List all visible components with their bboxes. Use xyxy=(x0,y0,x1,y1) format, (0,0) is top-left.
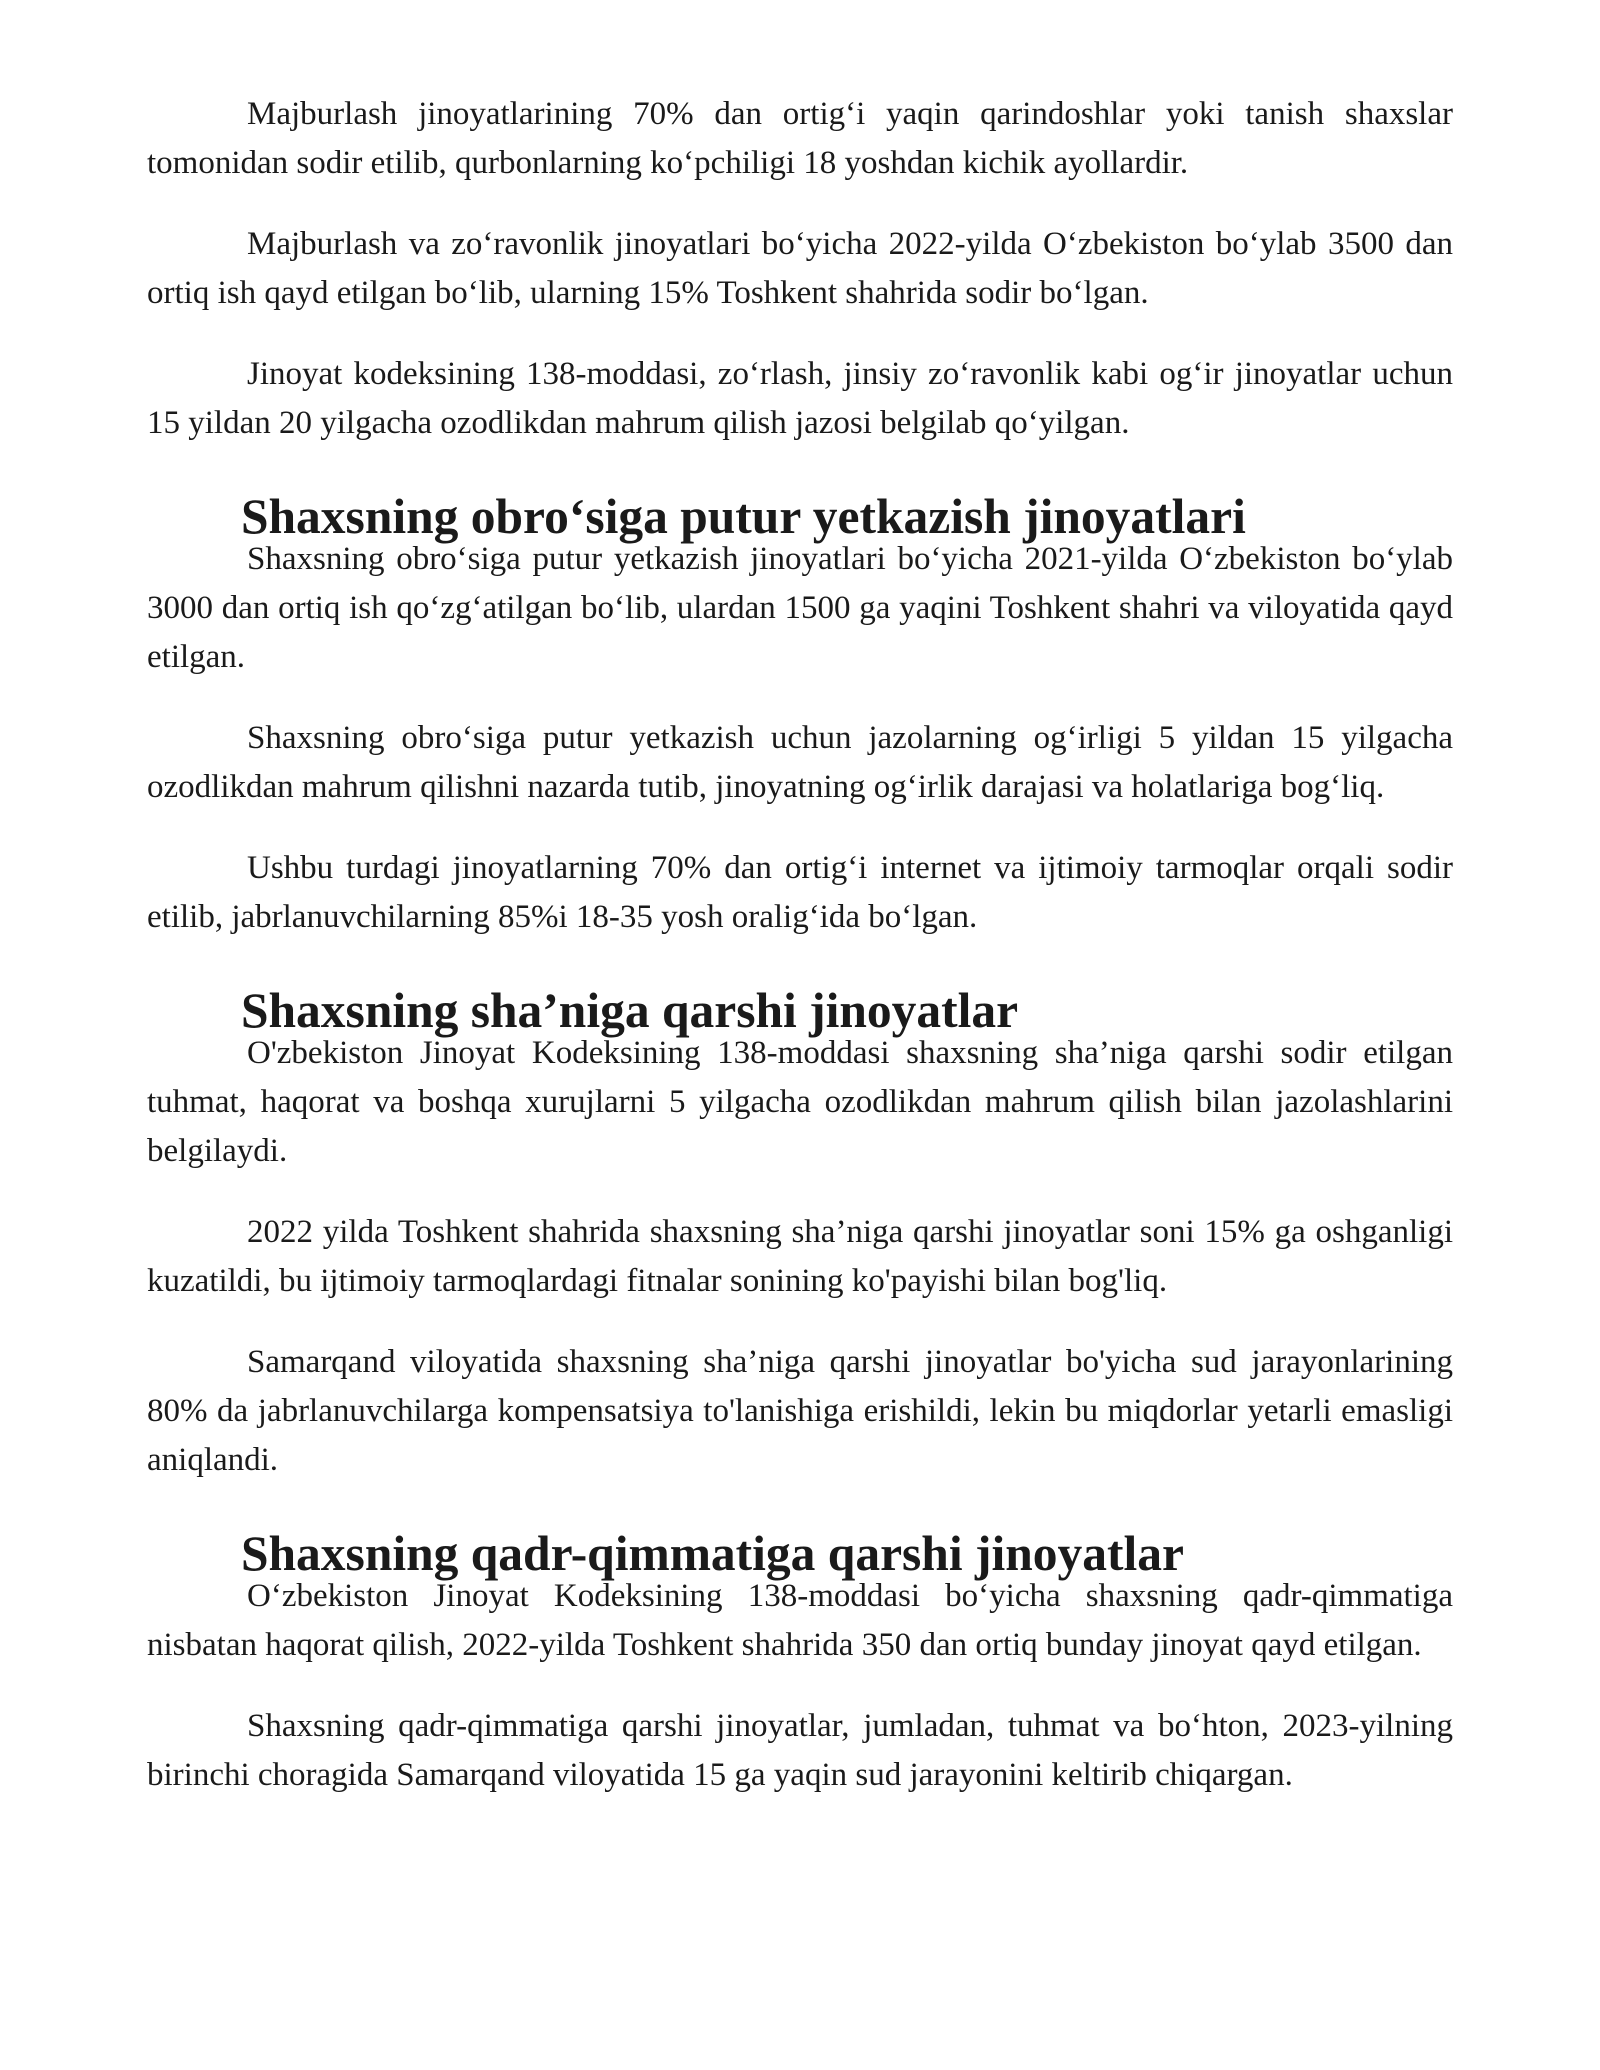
paragraph: 2022 yilda Toshkent shahrida shaxsning sha’niga qarshi jinoyatlar soni 15% ga oshganligi kuzatildi, bu ijtimoiy tarmoqlardagi fitnalar sonining ko'payishi bilan bog'liq. xyxy=(147,1214,1453,1299)
paragraph: Shaxsning obro‘siga putur yetkazish uchun jazolarning og‘irligi 5 yildan 15 yilgacha ozodlikdan mahrum qilishni nazarda tutib, jinoyatning og‘irlik darajasi va holatlariga bog‘liq. xyxy=(147,720,1453,805)
paragraph: O'zbekiston Jinoyat Kodeksining 138-moddasi shaxsning sha’niga qarshi sodir etilgan tuhmat, haqorat va boshqa xurujlarni 5 yilgacha ozodlikdan mahrum qilish bilan jazolashlarini belgilaydi. xyxy=(147,1035,1453,1169)
paragraph: Shaxsning obro‘siga putur yetkazish jinoyatlari bo‘yicha 2021-yilda O‘zbekiston bo‘ylab 3000 dan ortiq ish qo‘zg‘atilgan bo‘lib, ulardan 1500 ga yaqini Toshkent shahri va viloyatida qayd etilgan. xyxy=(147,541,1453,675)
paragraph: Shaxsning qadr-qimmatiga qarshi jinoyatlar, jumladan, tuhmat va bo‘hton, 2023-yilning birinchi choragida Samarqand viloyatida 15 ga yaqin sud jarayonini keltirib chiqargan. xyxy=(147,1708,1453,1793)
paragraph: O‘zbekiston Jinoyat Kodeksining 138-moddasi bo‘yicha shaxsning qadr-qimmatiga nisbatan haqorat qilish, 2022-yilda Toshkent shahrida 350 dan ortiq bunday jinoyat qayd etilgan. xyxy=(147,1578,1453,1663)
section-heading: Shaxsning obro‘siga putur yetkazish jinoyatlari xyxy=(241,489,1246,544)
section-heading: Shaxsning sha’niga qarshi jinoyatlar xyxy=(241,983,1019,1038)
section-heading: Shaxsning qadr-qimmatiga qarshi jinoyatlar xyxy=(241,1526,1184,1581)
paragraph: Majburlash jinoyatlarining 70% dan ortig‘i yaqin qarindoshlar yoki tanish shaxslar tomonidan sodir etilib, qurbonlarning ko‘pchiligi 18 yoshdan kichik ayollardir. xyxy=(147,96,1453,181)
document-page xyxy=(147,90,1453,1832)
paragraph: Jinoyat kodeksining 138-moddasi, zo‘rlash, jinsiy zo‘ravonlik kabi og‘ir jinoyatlar uchun 15 yildan 20 yilgacha ozodlikdan mahrum qilish jazosi belgilab qo‘yilgan. xyxy=(147,356,1453,441)
paragraph: Majburlash va zo‘ravonlik jinoyatlari bo‘yicha 2022-yilda O‘zbekiston bo‘ylab 3500 dan ortiq ish qayd etilgan bo‘lib, ularning 15% Toshkent shahrida sodir bo‘lgan. xyxy=(147,226,1453,311)
paragraph: Samarqand viloyatida shaxsning sha’niga qarshi jinoyatlar bo'yicha sud jarayonlarining 80% da jabrlanuvchilarga kompensatsiya to'lanishiga erishildi, lekin bu miqdorlar yetarli emasligi aniqlandi. xyxy=(147,1344,1453,1478)
paragraph: Ushbu turdagi jinoyatlarning 70% dan ortig‘i internet va ijtimoiy tarmoqlar orqali sodir etilib, jabrlanuvchilarning 85%i 18-35 yosh oralig‘ida bo‘lgan. xyxy=(147,850,1453,935)
